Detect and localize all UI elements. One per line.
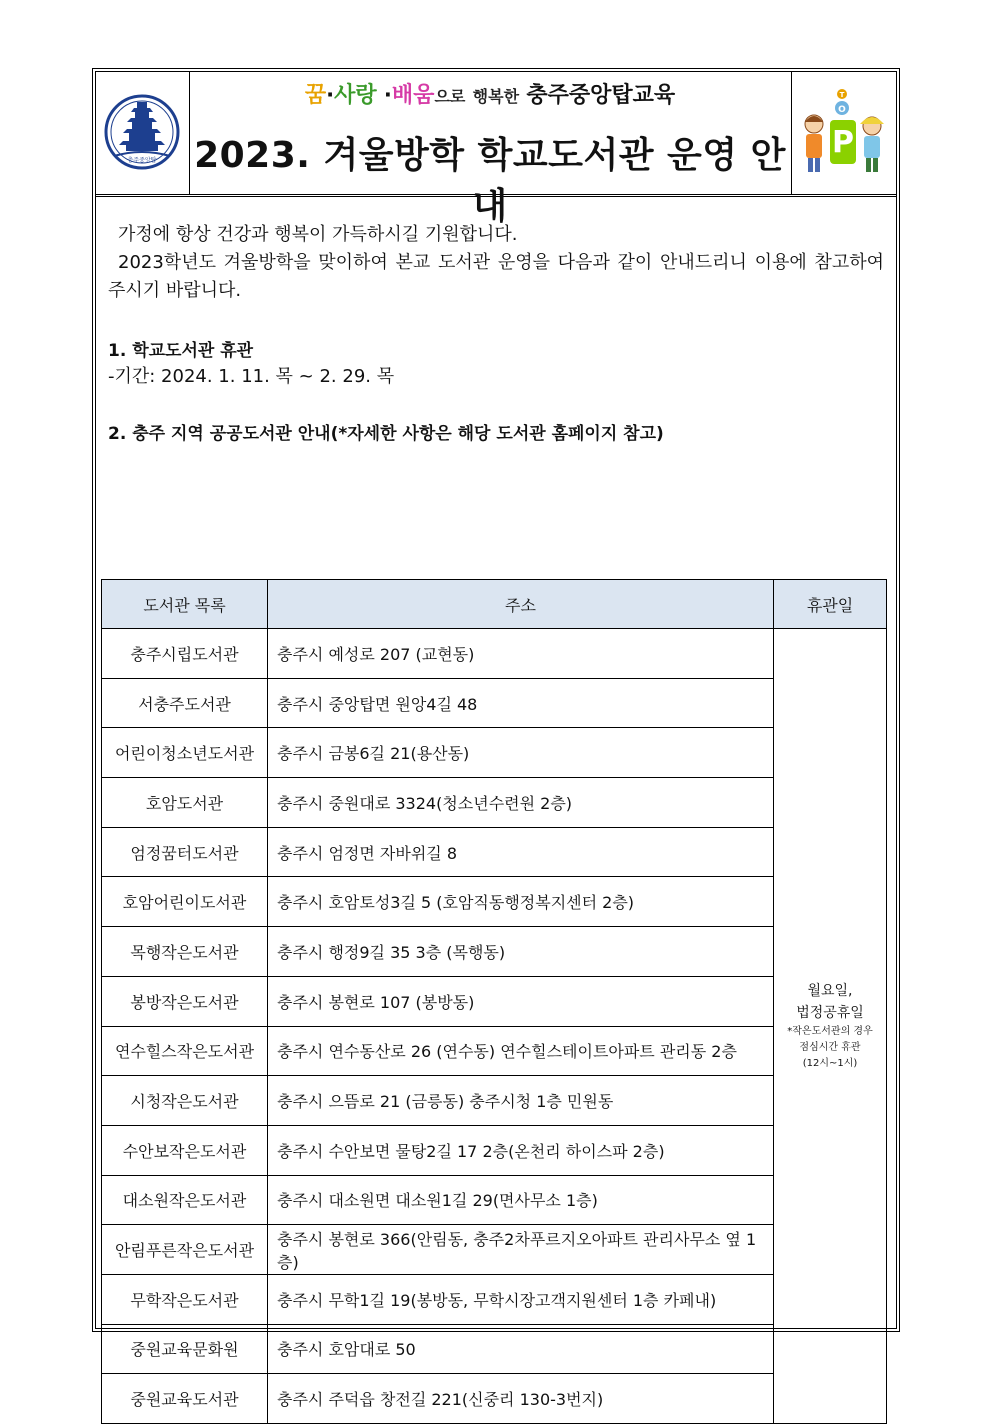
library-name: 서충주도서관 (102, 678, 268, 728)
library-name: 무학작은도서관 (102, 1274, 268, 1324)
table-row (102, 827, 887, 877)
slogan-dot: · (326, 83, 335, 107)
col-header-address: 주소 (268, 580, 774, 629)
library-address: 충주시 금봉6길 21(용산동) (268, 728, 774, 778)
col-header-closed: 휴관일 (774, 580, 887, 629)
library-name: 충주시립도서관 (102, 629, 268, 679)
document-header (96, 72, 896, 227)
library-name: 봉방작은도서관 (102, 976, 268, 1026)
library-address: 충주시 호암대로 50 (268, 1324, 774, 1374)
mascot-cell (791, 72, 896, 194)
section-1-heading: 1. 학교도서관 휴관 (108, 341, 254, 361)
library-address: 충주시 대소원면 대소원1길 29(면사무소 1층) (268, 1175, 774, 1225)
intro-line-2: 2023학년도 겨울방학을 맞이하여 본교 도서관 운영을 다음과 같이 안내드리니 이용에 참고하여 주시기 바랍니다. (108, 252, 884, 301)
closed-days-line: 월요일, (807, 983, 853, 999)
school-logo-icon (96, 72, 189, 194)
table-row (102, 1125, 887, 1175)
slogan-dot: · (376, 83, 392, 107)
school-slogan (190, 78, 790, 109)
table-row (102, 1274, 887, 1324)
library-name: 중원교육문화원 (102, 1324, 268, 1374)
slogan-suffix: 으로 (434, 87, 466, 106)
library-name: 대소원작은도서관 (102, 1175, 268, 1225)
table-row (102, 1175, 887, 1225)
library-table (101, 579, 887, 1424)
closure-period: -기간: 2024. 1. 11. 목 ~ 2. 29. 목 (108, 366, 395, 387)
library-name: 엄정꿈터도서관 (102, 827, 268, 877)
table-row (102, 1076, 887, 1126)
mascot-letter-o: O (838, 105, 846, 115)
library-address: 충주시 주덕읍 창전길 221(신중리 130-3번지) (268, 1374, 774, 1424)
table-row (102, 778, 887, 828)
closed-days-note: (12시~1시) (802, 1058, 858, 1069)
library-address: 충주시 수안보면 물탕2길 17 2층(온천리 하이스파 2층) (268, 1125, 774, 1175)
library-address: 충주시 행정9길 35 3층 (목행동) (268, 927, 774, 977)
page-title: 2023. 겨울방학 학교도서관 운영 안내 (194, 135, 786, 227)
mascot-letter-t: T (839, 91, 845, 99)
table-body (102, 629, 887, 1424)
library-address: 충주시 으뜸로 21 (금릉동) 충주시청 1층 민원동 (268, 1076, 774, 1126)
library-address: 충주시 연수동산로 26 (연수동) 연수힐스테이트아파트 관리동 2층 (268, 1026, 774, 1076)
library-name: 목행작은도서관 (102, 927, 268, 977)
mascot-letter-p: P (832, 125, 854, 160)
closed-days-note: 점심시간 휴관 (799, 1042, 861, 1053)
table-row (102, 877, 887, 927)
library-name: 안림푸른작은도서관 (102, 1225, 268, 1275)
library-address: 충주시 예성로 207 (교현동) (268, 629, 774, 679)
section-2-heading: 2. 충주 지역 공공도서관 안내(*자세한 사항은 해당 도서관 홈페이지 참고) (108, 424, 664, 444)
library-address: 충주시 엄정면 자바위길 8 (268, 827, 774, 877)
document-frame (95, 71, 897, 1410)
table-row (102, 728, 887, 778)
slogan-word-love: 사랑 (334, 83, 377, 108)
table-row (102, 927, 887, 977)
mascot-icon (792, 72, 896, 194)
library-address: 충주시 중원대로 3324(청소년수련원 2층) (268, 778, 774, 828)
table-row (102, 976, 887, 1026)
library-address: 충주시 중앙탑면 원앙4길 48 (268, 678, 774, 728)
slogan-word-learning: 배움 (391, 83, 435, 108)
library-name: 호암어린이도서관 (102, 877, 268, 927)
library-name: 중원교육도서관 (102, 1374, 268, 1424)
slogan-word-dream: 꿈 (304, 83, 327, 108)
closed-days-line: 법정공휴일 (796, 1005, 864, 1021)
table-row (102, 1374, 887, 1424)
library-name: 호암도서관 (102, 778, 268, 828)
library-address: 충주시 무학1길 19(봉방동, 무학시장고객지원센터 1층 카페내) (268, 1274, 774, 1324)
library-name: 연수힐스작은도서관 (102, 1026, 268, 1076)
intro-line-1: 가정에 항상 건강과 행복이 가득하시길 기원합니다. (118, 224, 518, 245)
table-row (102, 629, 887, 679)
table-row (102, 1026, 887, 1076)
table-row (102, 1324, 887, 1374)
library-name: 시청작은도서관 (102, 1076, 268, 1126)
library-name: 어린이청소년도서관 (102, 728, 268, 778)
col-header-library: 도서관 목록 (102, 580, 268, 629)
library-address: 충주시 호암토성3길 5 (호암직동행정복지센터 2층) (268, 877, 774, 927)
table-header-row (102, 580, 887, 629)
closed-days-note: *작은도서관의 경우 (787, 1026, 873, 1037)
school-logo-cell (96, 72, 190, 194)
table-row (102, 1225, 887, 1275)
slogan-mid: 행복한 (472, 87, 520, 106)
library-address: 충주시 봉현로 366(안림동, 충주2차푸르지오아파트 관리사무소 옆 1층) (268, 1225, 774, 1275)
library-name: 수안보작은도서관 (102, 1125, 268, 1175)
logo-text: 충주중앙탑 (127, 157, 157, 164)
library-address: 충주시 봉현로 107 (봉방동) (268, 976, 774, 1026)
slogan-school: 충주중앙탑교육 (526, 83, 676, 108)
closed-days-cell (774, 629, 887, 1424)
table-row (102, 678, 887, 728)
